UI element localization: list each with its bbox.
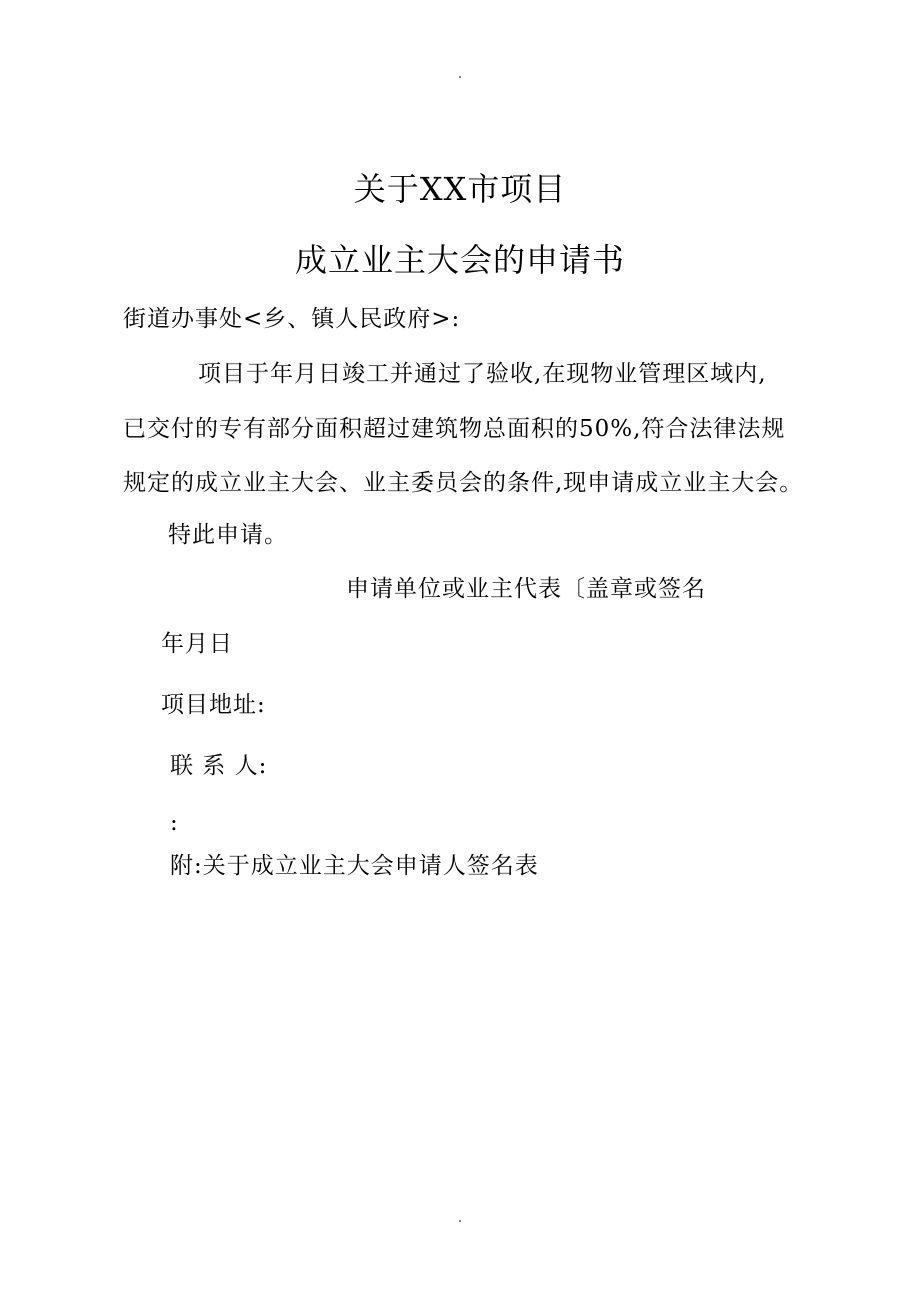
salutation: 街道办事处<乡、镇人民政府>: [123,306,461,332]
body-paragraph-line-1: 项目于年月日竣工并通过了验收,在现物业管理区域内, [198,361,767,387]
closing-remark: 特此申请。 [168,522,288,548]
body-paragraph-line-3: 规定的成立业主大会、业主委员会的条件,现申请成立业主大会。 [123,470,804,496]
footer-dot [459,1220,461,1222]
date-line: 年月日 [161,631,233,657]
project-address-label: 项目地址: [161,692,266,718]
document-title-line-2: 成立业主大会的申请书 [294,241,625,279]
document-title-line-1: 关于XX市项目 [353,170,567,208]
phone-label: : [170,810,179,836]
signature-line: 申请单位或业主代表〔盖章或签名 [346,576,706,602]
contact-person-label: 联 系 人: [170,753,268,779]
body-paragraph-line-2: 已交付的专有部分面积超过建筑物总面积的50%,符合法律法规 [123,416,786,442]
attachment-note: 附:关于成立业主大会申请人签名表 [170,853,539,879]
header-dot [459,76,461,78]
